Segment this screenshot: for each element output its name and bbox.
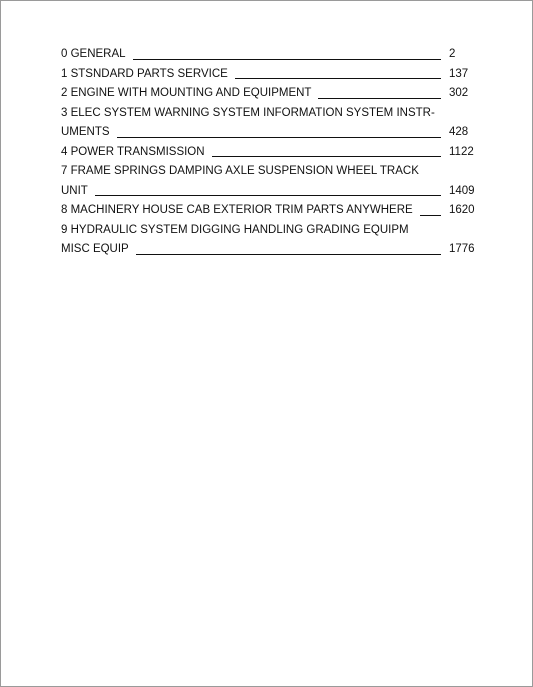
dot-leader xyxy=(95,195,441,196)
toc-line xyxy=(61,123,475,143)
toc-line xyxy=(61,143,475,163)
toc-entry-engine[interactable] xyxy=(61,84,475,104)
toc-page-number: 2 xyxy=(449,48,456,60)
toc-line xyxy=(61,201,475,221)
toc-page-number: 302 xyxy=(449,87,469,99)
toc-entry-title: 4 POWER TRANSMISSION xyxy=(61,145,205,158)
dot-leader xyxy=(318,98,441,99)
toc-entry-title: 0 GENERAL xyxy=(61,48,126,60)
toc-entry-title: 1 STSNDARD PARTS SERVICE xyxy=(61,67,228,80)
toc-line xyxy=(61,65,475,85)
toc-entry-title-line1: 7 FRAME SPRINGS DAMPING AXLE SUSPENSION WHEEL TRACK xyxy=(61,165,419,177)
dot-leader xyxy=(117,137,441,138)
toc-entry-title-line2: UNIT xyxy=(61,184,88,197)
toc-page-number: 1409 xyxy=(449,184,475,197)
toc-entry-title: 8 MACHINERY HOUSE CAB EXTERIOR TRIM PARTS ANYWHERE xyxy=(61,204,413,216)
dot-leader xyxy=(136,254,441,255)
toc-entry-standard-parts[interactable] xyxy=(61,65,475,85)
toc-entry-title-line2: MISC EQUIP xyxy=(61,243,129,255)
toc-entry-elec-system[interactable] xyxy=(61,104,475,143)
toc-entry-machinery-house[interactable] xyxy=(61,201,475,221)
toc-entry-title-line2: UMENTS xyxy=(61,126,110,138)
dot-leader xyxy=(420,215,441,216)
toc-line xyxy=(61,84,475,104)
toc-line xyxy=(61,45,475,65)
toc-entry-title-line1: 3 ELEC SYSTEM WARNING SYSTEM INFORMATION SYSTEM INSTR- xyxy=(61,106,435,119)
toc-entry-hydraulic-system[interactable] xyxy=(61,221,475,260)
toc-page-number: 1122 xyxy=(449,145,474,158)
dot-leader xyxy=(212,156,441,157)
toc-page-number: 1620 xyxy=(449,204,475,216)
table-of-contents xyxy=(61,45,475,260)
toc-entry-general[interactable] xyxy=(61,45,475,65)
toc-entry-title: 2 ENGINE WITH MOUNTING AND EQUIPMENT xyxy=(61,87,312,99)
dot-leader xyxy=(235,78,441,79)
toc-page-number: 428 xyxy=(449,126,469,138)
dot-leader xyxy=(133,59,441,60)
toc-line xyxy=(61,240,475,260)
toc-entry-power-transmission[interactable] xyxy=(61,143,475,163)
toc-page-number: 137 xyxy=(449,67,469,80)
toc-entry-frame-springs[interactable] xyxy=(61,162,475,201)
toc-entry-title-line1: 9 HYDRAULIC SYSTEM DIGGING HANDLING GRADING EQUIPM xyxy=(61,223,409,236)
toc-page-number: 1776 xyxy=(449,243,475,255)
toc-line xyxy=(61,182,475,202)
